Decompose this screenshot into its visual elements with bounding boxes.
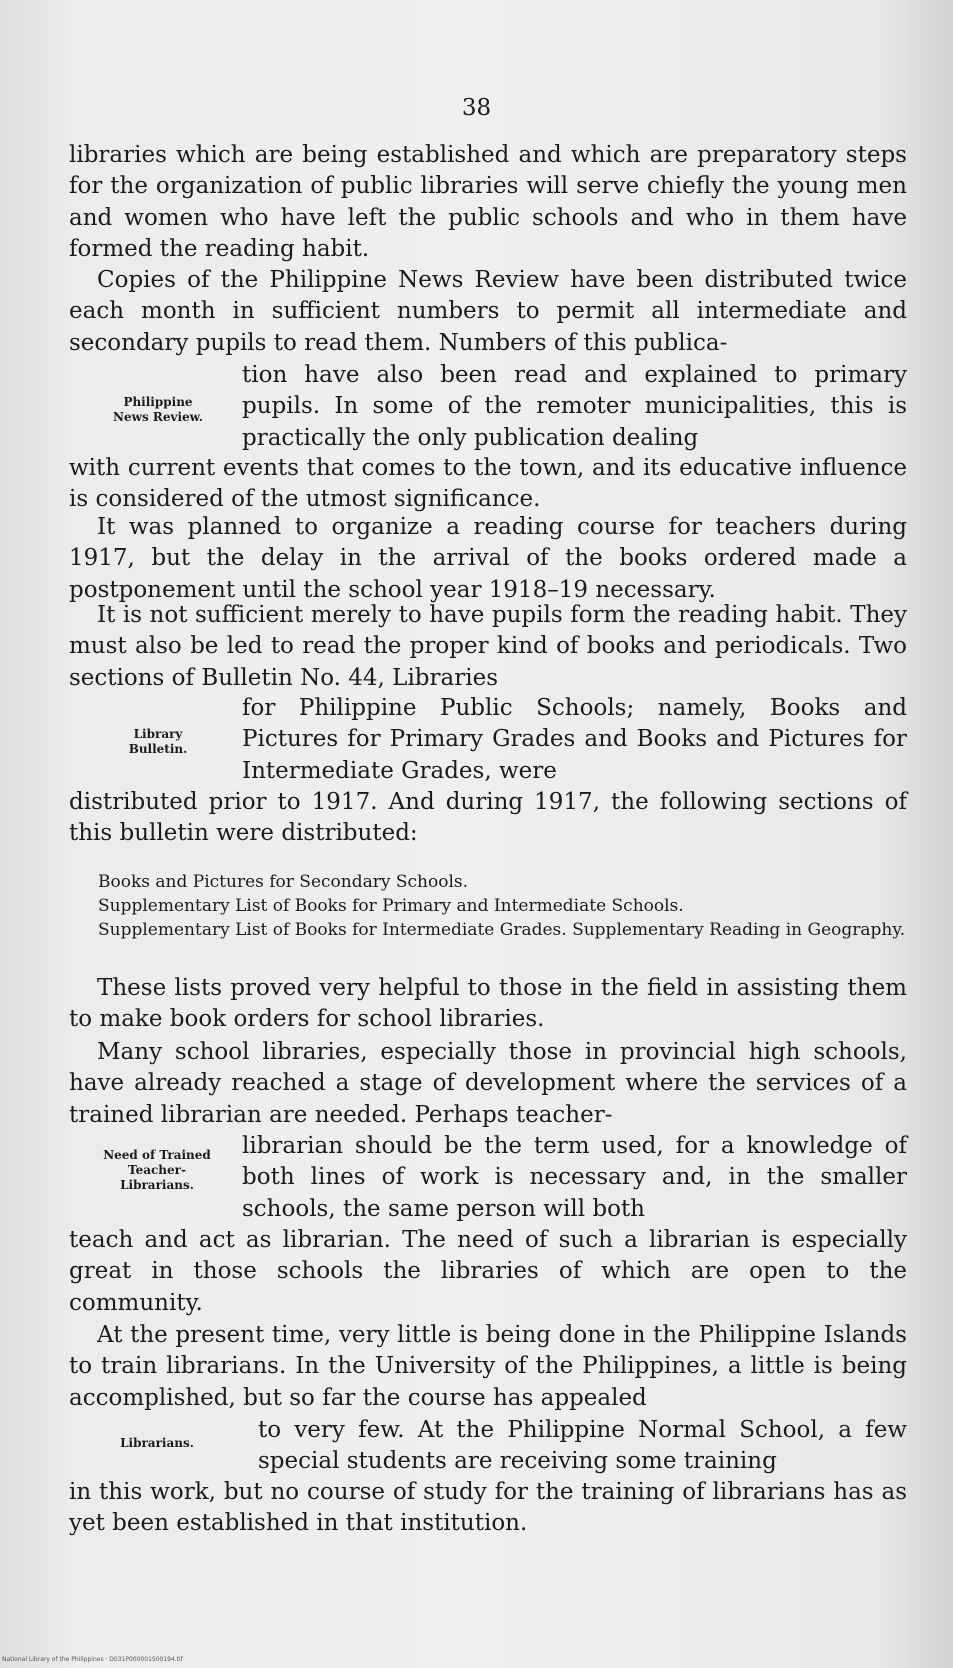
paragraph-trained-librarian-indented: librarian should be the term used, for a knowledge of both lines of work is necessary and, in the smaller schools, the same person will both <box>242 1133 907 1222</box>
paragraph-libraries-intro: libraries which are being established and which are preparatory steps for the organization of public libraries will serve chiefly the young men and women who have left the public schools and who in them have formed the reading habit. <box>69 142 907 262</box>
sidenote-news-review: Philippine News Review. <box>113 395 203 424</box>
bulletin-section-list <box>98 870 908 942</box>
list-item: Supplementary List of Books for Intermediate Grades. Supplementary Reading in Geography. <box>98 920 906 940</box>
sidenote-librarians: Librarians. <box>120 1436 194 1450</box>
list-item: Books and Pictures for Secondary Schools. <box>98 872 469 892</box>
scan-footer: National Library of the Philippines · D031P000001S00194.tif <box>2 1656 183 1663</box>
paragraph-reading-habit: It is not sufficient merely to have pupils form the reading habit. They must also be led to read the proper kind of books and periodicals. Two sections of Bulletin No. 44, Libraries <box>69 602 907 691</box>
paragraph-news-review-end: with current events that comes to the town, and its educative influence is considered of the utmost significance. <box>69 455 907 513</box>
paragraph-training-librarians-indented: to very few. At the Philippine Normal School, a few special students are receiving some training <box>258 1417 907 1475</box>
paragraph-training-librarians: At the present time, very little is being done in the Philippine Islands to train librarians. In the University of the Philippines, a little is being accomplished, but so far the course has appealed <box>69 1322 907 1411</box>
paragraph-training-librarians-end: in this work, but no course of study for the training of librarians has as yet been established in that institution. <box>69 1479 907 1537</box>
sidenote-teacher-librarians: Need of Trained Teacher- Librarians. <box>103 1148 211 1192</box>
paragraph-trained-librarian: Many school libraries, especially those in provincial high schools, have already reached a stage of development where the services of a trained librarian are needed. Perhaps teacher- <box>69 1039 907 1128</box>
page-number: 38 <box>461 95 492 121</box>
paragraph-reading-habit-end: distributed prior to 1917. And during 1917, the following sections of this bulletin were distributed: <box>69 789 907 847</box>
sidenote-library-bulletin: Library Bulletin. <box>128 727 188 756</box>
paragraph-trained-librarian-end: teach and act as librarian. The need of such a librarian is especially great in those schools the libraries of which are open to the community. <box>69 1227 907 1316</box>
paragraph-reading-course: It was planned to organize a reading course for teachers during 1917, but the delay in the arrival of the books ordered made a postponement until the school year 1918–19 necessary. <box>69 514 907 603</box>
paragraph-reading-habit-indented: for Philippine Public Schools; namely, Books and Pictures for Primary Grades and Books and Pictures for Intermediate Grades, were <box>242 695 907 784</box>
list-item: Supplementary List of Books for Primary and Intermediate Schools. <box>98 896 684 916</box>
paragraph-news-review: Copies of the Philippine News Review have been distributed twice each month in sufficient numbers to permit all intermediate and secondary pupils to read them. Numbers of this publica- <box>69 267 907 356</box>
paragraph-lists-helpful: These lists proved very helpful to those in the field in assisting them to make book orders for school libraries. <box>69 975 907 1033</box>
paragraph-news-review-indented: tion have also been read and explained to primary pupils. In some of the remoter municipalities, this is practically the only publication dealing <box>242 362 907 451</box>
